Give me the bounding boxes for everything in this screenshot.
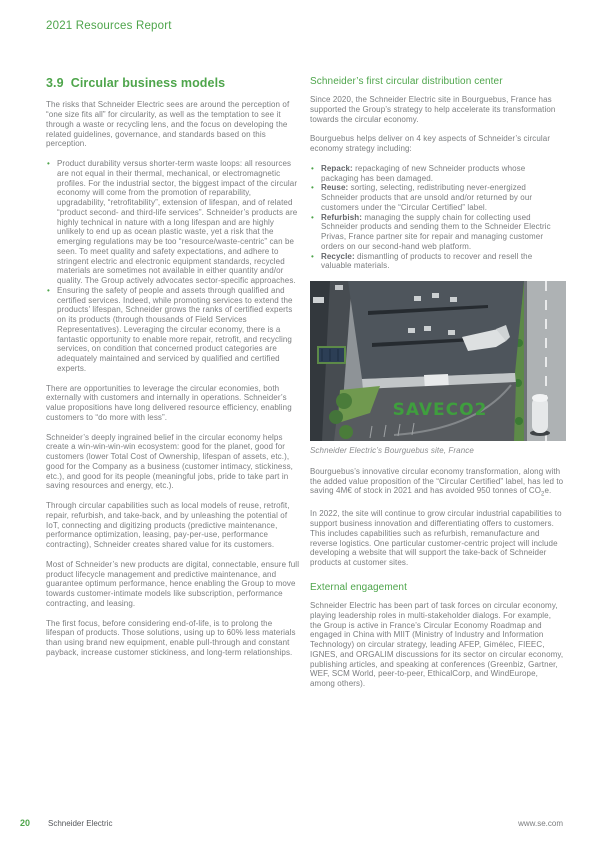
rooftop-unit: [448, 330, 455, 335]
site-photo: [310, 281, 566, 441]
rooftop-unit: [414, 296, 421, 301]
tree: [329, 410, 343, 424]
footer-url: www.se.com: [518, 819, 563, 828]
paragraph: Since 2020, the Schneider Electric site in Bourguebus, France has supported the Group’s strategy to help accelerate its transformation towards the circular economy.: [310, 95, 556, 124]
paragraph-text: Bourguebus’s innovative circular economy transformation, along with the added value proposition of the “Circular Certified” label, has led to saving 4M€ of stock in 2021 and has avoided 950 tonnes of CO: [310, 466, 564, 496]
footer-company: Schneider Electric: [48, 819, 113, 828]
silo-top: [532, 394, 548, 402]
left-bullet-list: [46, 159, 300, 374]
left-column: [46, 76, 300, 699]
road-curb: [524, 281, 527, 441]
paragraph: Schneider’s deeply ingrained belief in the circular economy helps create a win-win-win-win ecosystem: good for the planet, good for customers (lower Total Cost of Ownership, lifespan of assets, etc.), good for the Company as a business (customer intimacy, stickiness, etc.), and good for its people (meaningful jobs, pride to take part in saving resources and energy, etc.).: [46, 432, 293, 491]
paragraph: The risks that Schneider Electric sees are around the perception of “one size fits all” for circularity, as well as the temptation to see it through a waste or recycling lens, and the focus on developing the related guidelines, governance, and standards based on this perception.: [46, 100, 290, 149]
rooftop-unit: [450, 297, 457, 302]
list-item: [310, 252, 564, 272]
bullet-lead: Reuse:: [321, 183, 349, 193]
list-item: • Product durability versus shorter-term waste loops: all resources are not equal in their thermal, mechanical, or electromagnetic profiles. For the industrial sector, the biggest impact of the circular economy will come from the promotion of reparability, upgradability, “retrofitability”, extension of lifespan, and of related “product second- and third-life services”. Schneider’s products are highly technical in nature with a long lifespan and are highly unlikely to end up as ocean plastic waste, yet a risk that the emerging regulations may be too “resource/waste-centric” can be seen. To meet quality and safety expectations, and adhere to stringent electric and electronic equipment standards, recycled materials are sometimes not available in either quantity and/or quality. The Group actively advocates sector-specific approaches.: [46, 159, 300, 286]
hedge: [515, 417, 523, 425]
section-number: 3.9: [46, 76, 64, 90]
bullet-text: repackaging of new Schneider products whose packaging has been damaged.: [321, 163, 526, 183]
paragraph-text: e.: [544, 486, 552, 496]
paragraph: Through circular capabilities such as local models of reuse, retrofit, repair, refurbish, and take-back, and by unleashing the potential of IoT, connecting and digitizing products (predictive maintenance, performance optimization, leasing, pay-per-use, performance contracting), Schneider creates shared value for its customers.: [46, 501, 290, 549]
rooftop-unit: [432, 293, 439, 298]
co2-subscript: 2: [541, 492, 545, 499]
paragraph: [310, 467, 564, 499]
bullet-lead: Repack:: [321, 163, 353, 173]
section-heading: [46, 76, 300, 91]
rooftop-unit: [408, 328, 415, 333]
list-item: [310, 164, 564, 184]
bullet-text: sorting, selecting, redistributing never-energized Schneider products that are unsold and/or returned by our customers under the “Circular Certified” label.: [321, 183, 533, 212]
report-title: 2021 Resources Report: [46, 20, 172, 32]
page-number: 20: [20, 818, 31, 828]
paragraph: Most of Schneider’s new products are digital, connectable, ensure full product lifecycle management and predictive maintenance, and guarantee optimum performance, hence enabling the Group to move towards customer-intimate models like subscription, performance contracting, and leasing.: [46, 559, 300, 608]
list-item: • Ensuring the safety of people and assets through qualified and certified services. Indeed, while promoting services to extend the products’ lifespan, Schneider grows the ranks of certified experts on its products (through thousands of Field Services Representatives). Leveraging the circular economy, there is a fantastic opportunity to enable more repair, retrofit, and recycling services, on condition that concerned product categories are adequately maintained and serviced by qualified and certified experts.: [46, 286, 300, 374]
section-title: Circular business models: [70, 76, 226, 90]
paragraph: There are opportunities to leverage the circular economies, both externally with customers and internally in operations. Schneider’s value propositions have long delivered resource efficiency, enabling customers to “do more with less”.: [46, 383, 292, 422]
bullet-text: dismantling of products to recover and resell the valuable materials.: [321, 251, 533, 271]
list-item: [310, 183, 564, 212]
rooftop-unit: [335, 285, 343, 290]
paragraph: Schneider Electric has been part of task forces on circular economy, playing leadership roles in multi-stakeholder dialogs. For example, the Group is active in France’s Circular Economy Roadmap and engaged in China with MIIT (Ministry of Industry and Information Technology) on circular strategy, leading AFEP, Gimélec, FIEEC, IGNES, and ORGALIM discussions for its sector on circular economy, publishing articles, and speaking at conferences (Greenbiz, Gartner, WEF, SCM World, peer-to-peer, EthicalCorp, and WindEurope, among others).: [310, 601, 564, 689]
subsection-heading: Schneider’s first circular distribution center: [310, 76, 503, 87]
bullet-lead: Refurbish:: [321, 212, 362, 222]
rooftop-unit: [424, 326, 431, 331]
rooftop-unit: [313, 297, 324, 303]
site-photo-figure: [310, 281, 564, 456]
list-item: [310, 213, 564, 252]
right-column: [310, 76, 564, 699]
tree: [339, 425, 353, 439]
right-bullet-list: [310, 164, 564, 271]
silo-tank: [532, 397, 548, 433]
paragraph: The first focus, before considering end-of-life, is to prolong the lifespan of products. Those solutions, using up to 60% less materials than using brand new equipment, enable pull-through and constant payback, increase customer stickiness, and long-term relationships.: [46, 618, 296, 657]
content-columns: [46, 76, 564, 699]
subsection-heading: External engagement: [310, 581, 407, 593]
bullet-text: managing the supply chain for collecting used Schneider products and sending them to the Schneider Electric Privas, France partner site for repair and managing customer orders on our second-hand web platform.: [321, 212, 551, 251]
paragraph: In 2022, the site will continue to grow circular industrial capabilities to support business innovation and differentiating offers to customers. This includes capabilities such as refurbish, remanufacture and reverse logistics. One particular customer-centric project will include developing a website that will support the take-back of Schneider products at customer sites.: [310, 509, 562, 568]
paragraph: Bourguebus helps deliver on 4 key aspects of Schneider’s circular economy strategy including:: [310, 134, 551, 154]
photo-caption: Schneider Electric’s Bourguebus site, France: [310, 446, 474, 456]
hedge-text: SAVECO2: [392, 400, 488, 421]
tree: [336, 393, 352, 409]
page-footer: [0, 818, 600, 832]
bullet-lead: Recycle:: [321, 251, 355, 261]
